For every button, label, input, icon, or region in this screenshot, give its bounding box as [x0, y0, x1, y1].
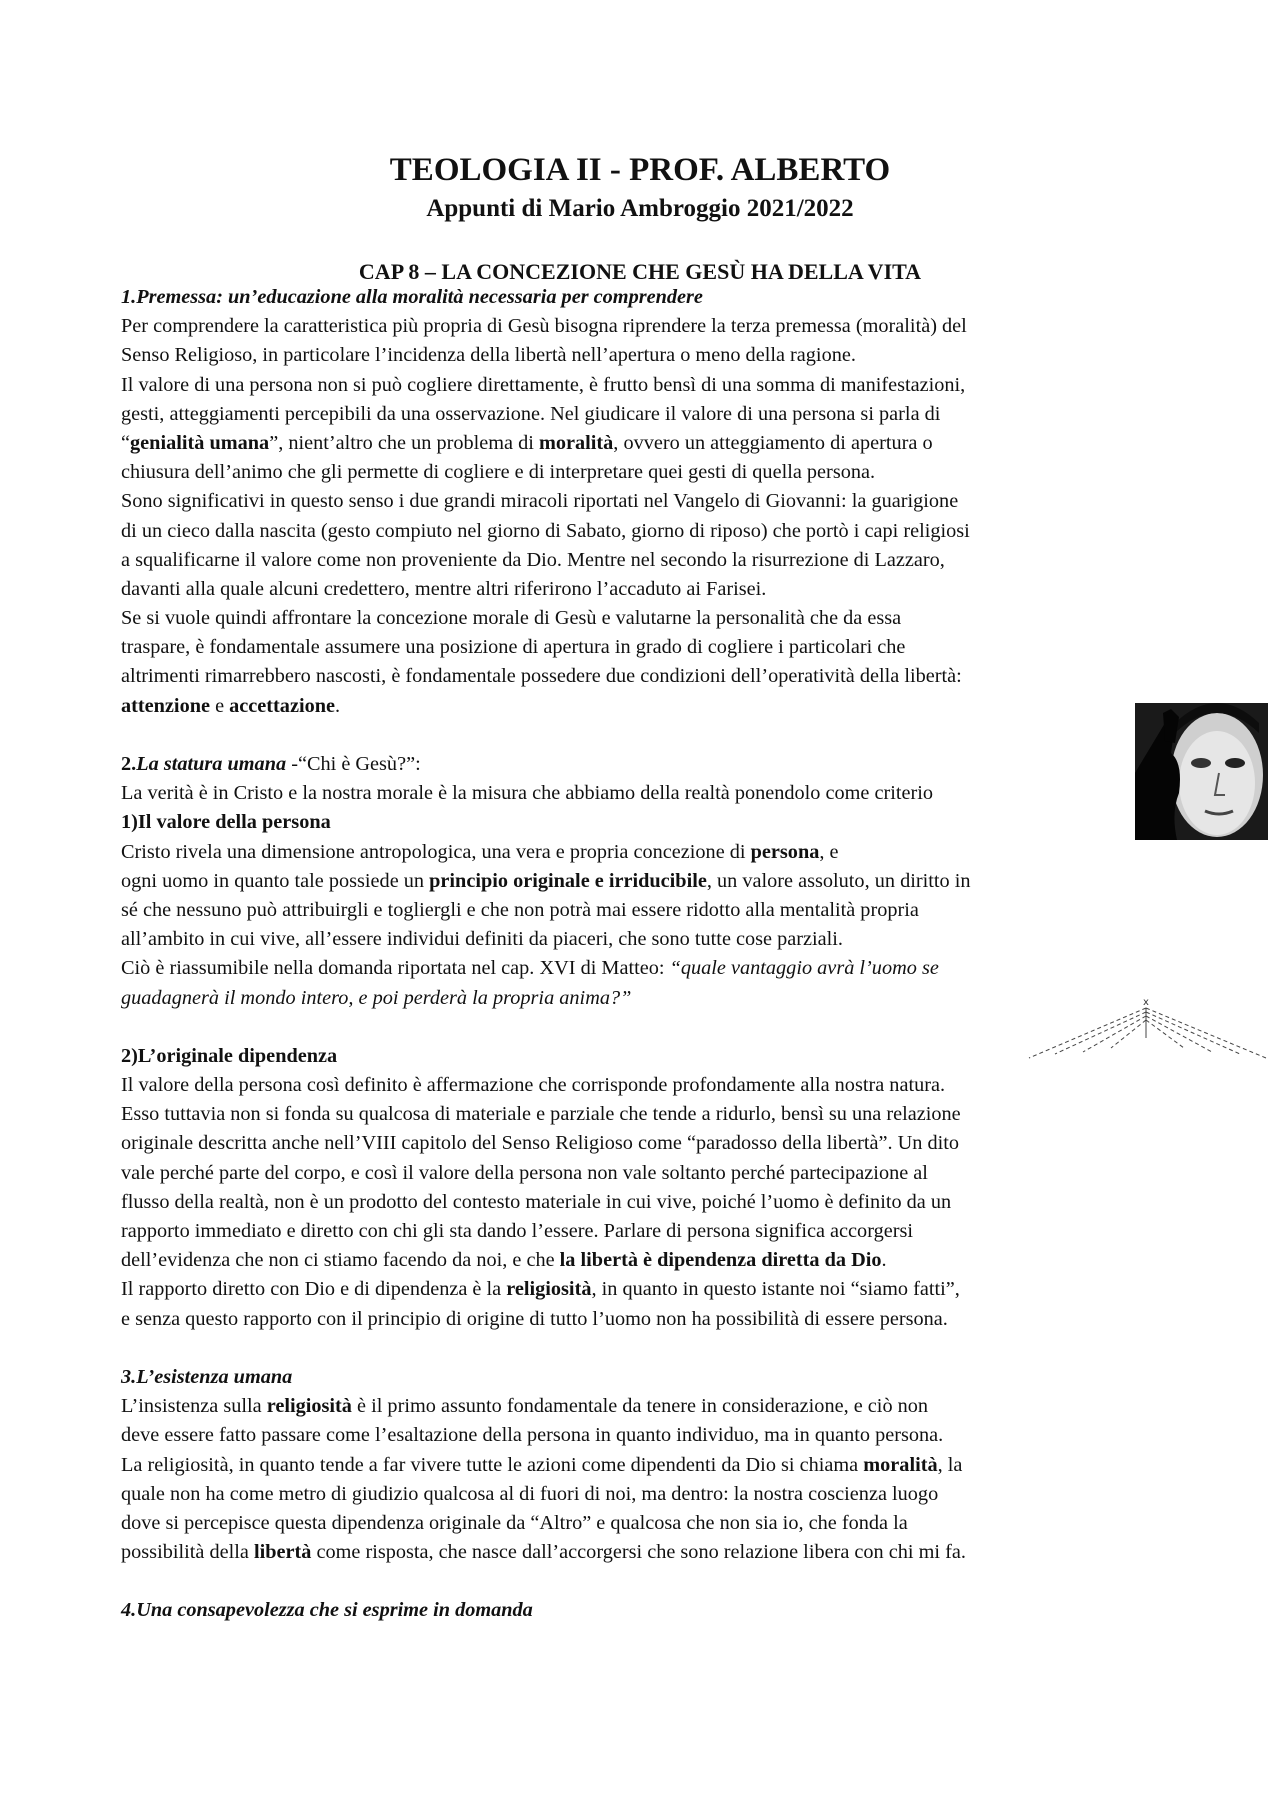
- paragraph-line: Sono significativi in questo senso i due grandi miracoli riportati nel Vangelo di Giovanni: la guarigione: [121, 490, 959, 513]
- quote-line: guadagnerà il mondo intero, e poi perderà la propria anima?”: [121, 986, 632, 1009]
- paragraph-line: a squalificarne il valore come non proveniente da Dio. Mentre nel secondo la risurrezione di Lazzaro,: [121, 548, 945, 571]
- section-2-heading: [121, 750, 1161, 779]
- bold-term: genialità umana: [130, 431, 270, 454]
- paragraph-line: [121, 1451, 1161, 1480]
- text-run: ogni uomo in quanto tale possiede un: [121, 869, 430, 892]
- text-run: La religiosità, in quanto tende a far vivere tutte le azioni come dipendenti da Dio si chiama: [121, 1453, 864, 1476]
- bold-term: la libertà è dipendenza diretta da Dio: [559, 1249, 882, 1272]
- subsection-heading: 2)L’originale dipendenza: [121, 1044, 338, 1067]
- quote-text: “quale vantaggio avrà l’uomo se: [669, 957, 939, 980]
- paragraph-line: [121, 867, 1161, 896]
- paragraph-line: sé che nessuno può attribuirgli e togliergli e che non potrà mai essere ridotto alla mentalità propria: [121, 898, 919, 921]
- document-title: TEOLOGIA II - PROF. ALBERTO: [389, 152, 891, 188]
- paragraph-line: [121, 1246, 1161, 1275]
- paragraph-line: originale descritta anche nell’VIII capitolo del Senso Religioso come “paradosso della libertà”. Un dito: [121, 1132, 960, 1155]
- bold-term: persona: [750, 840, 820, 863]
- bold-term: libertà: [253, 1541, 312, 1564]
- paragraph-line: La verità è in Cristo e la nostra morale è la misura che abbiamo della realtà ponendolo come criterio: [121, 782, 934, 805]
- paragraph-line: vale perché parte del corpo, e così il valore della persona non vale soltanto perché partecipazione al: [121, 1161, 928, 1184]
- paragraph-line: deve essere fatto passare come l’esaltazione della persona in quanto individuo, ma in quanto persona.: [121, 1424, 944, 1447]
- heading-title: La statura umana: [136, 753, 287, 775]
- text-run: , la: [937, 1453, 963, 1476]
- bold-term: moralità: [863, 1453, 938, 1476]
- bold-term: accettazione: [229, 694, 336, 717]
- paragraph-line: Senso Religioso, in particolare l’incidenza della libertà nell’apertura o meno della ragione.: [121, 344, 856, 367]
- paragraph-line: flusso della realtà, non è un prodotto del contesto materiale in cui vive, poiché l’uomo è definito da un: [121, 1190, 952, 1213]
- text-run: , ovvero un atteggiamento di apertura o: [613, 431, 933, 454]
- heading-number: 2.: [121, 753, 137, 775]
- text-run: “: [121, 431, 131, 454]
- text-run: .: [335, 694, 341, 717]
- text-run: .: [881, 1249, 887, 1272]
- paragraph-line: [121, 1275, 1161, 1304]
- bold-term: religiosità: [506, 1278, 592, 1301]
- section-1-heading: 1.Premessa: un’educazione alla moralità necessaria per comprendere: [121, 286, 703, 308]
- spacer: [121, 721, 1161, 750]
- paragraph-line: altrimenti rimarrebbero nascosti, è fondamentale possedere due condizioni dell’operatività della libertà:: [121, 665, 962, 688]
- text-run: ”, nient’altro che un problema di: [269, 431, 539, 454]
- bold-term: attenzione: [121, 694, 210, 717]
- bold-term: religiosità: [266, 1395, 352, 1418]
- document-subtitle: Appunti di Mario Ambroggio 2021/2022: [426, 195, 854, 222]
- bold-term: moralità: [538, 431, 614, 454]
- portrait-photo: [1135, 703, 1268, 840]
- paragraph-line: davanti alla quale alcuni credettero, mentre altri riferirono l’accaduto ai Farisei.: [121, 577, 767, 600]
- paragraph-line: all’ambito in cui vive, all’essere individui definiti da piaceri, che sono tutte cose parziali.: [121, 928, 843, 951]
- paragraph-line: chiusura dell’animo che gli permette di cogliere e di interpretare quei gesti di quella persona.: [121, 461, 876, 484]
- spacer: [121, 1334, 1161, 1363]
- text-run: e: [210, 694, 230, 717]
- text-run: dell’evidenza che non ci stiamo facendo da noi, e che: [121, 1249, 560, 1272]
- paragraph-line: traspare, è fondamentale assumere una posizione di apertura in grado di cogliere i particolari che: [121, 636, 906, 659]
- paragraph-line: quale non ha come metro di giudizio qualcosa al di fuori di noi, ma dentro: la nostra coscienza luogo: [121, 1482, 939, 1505]
- subsection-heading: 1)Il valore della persona: [121, 811, 331, 834]
- document-body: [121, 283, 1161, 1626]
- paragraph-line: e senza questo rapporto con il principio di origine di tutto l’uomo non ha possibilità di essere persona.: [121, 1307, 948, 1330]
- paragraph-line: [121, 1538, 1161, 1567]
- paragraph-line: Se si vuole quindi affrontare la concezione morale di Gesù e valutarne la personalità che da essa: [121, 607, 902, 630]
- text-run: è il primo assunto fondamentale da tenere in considerazione, e ciò non: [351, 1395, 929, 1418]
- text-run: come risposta, che nasce dall’accorgersi che sono relazione libera con chi mi fa.: [311, 1541, 966, 1564]
- paragraph-line: Il valore della persona così definito è affermazione che corrisponde profondamente alla nostra natura.: [121, 1074, 946, 1097]
- rays-diagram: [1025, 996, 1270, 1060]
- text-run: , un valore assoluto, un diritto in: [706, 869, 971, 892]
- paragraph-line: dove si percepisce questa dipendenza originale da “Altro” e qualcosa che non sia io, che fonda la: [121, 1511, 908, 1534]
- paragraph-line: [121, 1392, 1161, 1421]
- paragraph-line: di un cieco dalla nascita (gesto compiuto nel giorno di Sabato, giorno di riposo) che portò i capi religiosi: [121, 519, 970, 542]
- paragraph-line: Per comprendere la caratteristica più propria di Gesù bisogna riprendere la terza premessa (moralità) del: [121, 315, 967, 338]
- paragraph-line: gesti, atteggiamenti percepibili da una osservazione. Nel giudicare il valore di una persona si parla di: [121, 402, 941, 425]
- paragraph-line: [121, 838, 1161, 867]
- text-run: possibilità della: [121, 1541, 254, 1564]
- paragraph-line: Il valore di una persona non si può cogliere direttamente, è frutto bensì di una somma di manifestazioni,: [121, 373, 966, 396]
- paragraph-line: [121, 429, 1161, 458]
- paragraph-line: rapporto immediato e diretto con chi gli sta dando l’essere. Parlare di persona significa accorgersi: [121, 1220, 914, 1242]
- text-run: Ciò è riassumibile nella domanda riportata nel cap. XVI di Matteo:: [121, 957, 670, 980]
- diagram-label: x: [1143, 997, 1149, 1008]
- paragraph-line: Esso tuttavia non si fonda su qualcosa di materiale e parziale che tende a ridurlo, bensì su una relazione: [121, 1103, 961, 1126]
- spacer: [121, 1013, 1161, 1042]
- spacer: [121, 1567, 1161, 1596]
- text-run: , e: [819, 840, 839, 863]
- bold-term: principio originale e irriducibile: [429, 869, 707, 892]
- chapter-heading: CAP 8 – LA CONCEZIONE CHE GESÙ HA DELLA VITA: [358, 259, 922, 284]
- text-run: , in quanto in questo istante noi “siamo fatti”,: [591, 1278, 960, 1301]
- text-run: Il rapporto diretto con Dio e di dipendenza è la: [121, 1278, 507, 1301]
- text-run: L’insistenza sulla: [121, 1395, 267, 1418]
- section-3-heading: 3.L’esistenza umana: [121, 1365, 293, 1388]
- heading-question: -“Chi è Gesù?”:: [286, 753, 421, 775]
- paragraph-line: [121, 954, 1161, 983]
- section-4-heading: 4.Una consapevolezza che si esprime in domanda: [121, 1599, 533, 1622]
- paragraph-line: [121, 692, 1161, 721]
- text-run: Cristo rivela una dimensione antropologica, una vera e propria concezione di: [121, 840, 751, 863]
